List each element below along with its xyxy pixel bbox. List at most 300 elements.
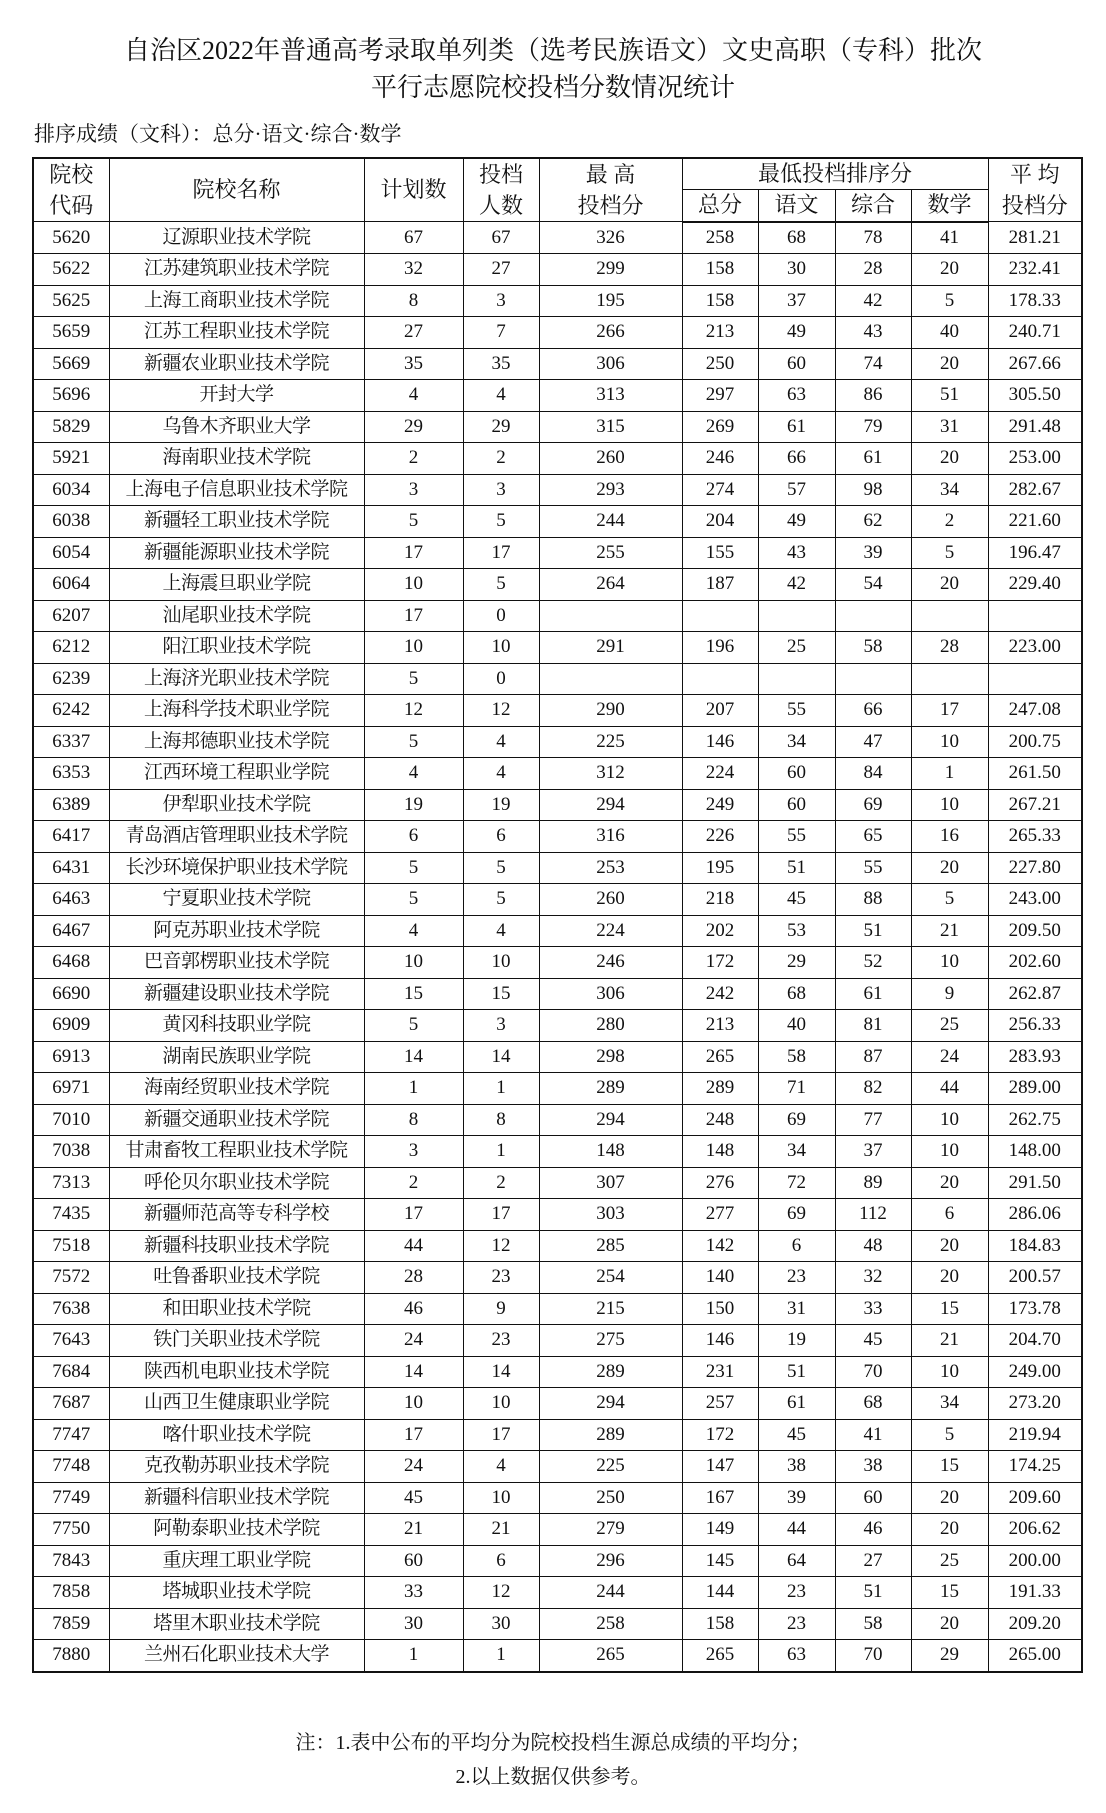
admitted-count-cell: 0 bbox=[463, 600, 539, 632]
max-score-cell: 306 bbox=[539, 978, 682, 1010]
min-comprehensive-cell: 51 bbox=[835, 1577, 911, 1609]
max-score-cell: 260 bbox=[539, 443, 682, 475]
min-total-cell: 140 bbox=[682, 1262, 758, 1294]
min-math-cell: 20 bbox=[911, 443, 988, 475]
min-math-cell: 40 bbox=[911, 317, 988, 349]
min-math-cell: 20 bbox=[911, 569, 988, 601]
table-row bbox=[33, 1451, 1082, 1483]
table-row bbox=[33, 1356, 1082, 1388]
min-comprehensive-cell: 69 bbox=[835, 789, 911, 821]
table-row bbox=[33, 1262, 1082, 1294]
min-math-cell: 31 bbox=[911, 411, 988, 443]
min-chinese-cell bbox=[758, 600, 835, 632]
school-code-cell: 6913 bbox=[33, 1041, 109, 1073]
school-code-cell: 6242 bbox=[33, 695, 109, 727]
min-comprehensive-cell: 45 bbox=[835, 1325, 911, 1357]
min-total-cell: 231 bbox=[682, 1356, 758, 1388]
plan-count-cell: 33 bbox=[364, 1577, 463, 1609]
min-math-cell: 5 bbox=[911, 884, 988, 916]
min-comprehensive-cell: 61 bbox=[835, 443, 911, 475]
plan-count-cell: 35 bbox=[364, 348, 463, 380]
table-row bbox=[33, 569, 1082, 601]
school-code-cell: 6417 bbox=[33, 821, 109, 853]
min-total-cell: 248 bbox=[682, 1104, 758, 1136]
plan-count-cell: 8 bbox=[364, 1104, 463, 1136]
school-name-cell: 克孜勒苏职业技术学院 bbox=[109, 1451, 364, 1483]
min-comprehensive-cell: 27 bbox=[835, 1545, 911, 1577]
plan-count-cell: 4 bbox=[364, 758, 463, 790]
school-code-cell: 7010 bbox=[33, 1104, 109, 1136]
max-score-cell: 266 bbox=[539, 317, 682, 349]
average-score-cell: 265.00 bbox=[988, 1640, 1082, 1672]
table-row bbox=[33, 1388, 1082, 1420]
average-score-cell: 282.67 bbox=[988, 474, 1082, 506]
admitted-count-cell: 5 bbox=[463, 884, 539, 916]
admitted-count-cell: 17 bbox=[463, 537, 539, 569]
school-code-cell: 7843 bbox=[33, 1545, 109, 1577]
plan-count-cell: 27 bbox=[364, 317, 463, 349]
header-math: 数学 bbox=[911, 190, 988, 222]
table-row bbox=[33, 1482, 1082, 1514]
max-score-cell: 326 bbox=[539, 222, 682, 254]
min-comprehensive-cell: 61 bbox=[835, 978, 911, 1010]
min-comprehensive-cell: 79 bbox=[835, 411, 911, 443]
school-name-cell: 新疆科技职业技术学院 bbox=[109, 1230, 364, 1262]
header-max-score: 最 高投档分 bbox=[539, 158, 682, 222]
table-row bbox=[33, 758, 1082, 790]
min-chinese-cell: 61 bbox=[758, 411, 835, 443]
table-row bbox=[33, 443, 1082, 475]
min-comprehensive-cell: 46 bbox=[835, 1514, 911, 1546]
min-total-cell: 224 bbox=[682, 758, 758, 790]
admitted-count-cell: 21 bbox=[463, 1514, 539, 1546]
max-score-cell: 296 bbox=[539, 1545, 682, 1577]
school-name-cell: 上海济光职业技术学院 bbox=[109, 663, 364, 695]
school-code-cell: 7313 bbox=[33, 1167, 109, 1199]
admitted-count-cell: 5 bbox=[463, 852, 539, 884]
school-name-cell: 塔城职业技术学院 bbox=[109, 1577, 364, 1609]
plan-count-cell: 24 bbox=[364, 1451, 463, 1483]
plan-count-cell: 60 bbox=[364, 1545, 463, 1577]
table-row bbox=[33, 222, 1082, 254]
max-score-cell: 258 bbox=[539, 1608, 682, 1640]
max-score-cell: 294 bbox=[539, 1104, 682, 1136]
average-score-cell: 286.06 bbox=[988, 1199, 1082, 1231]
min-total-cell: 213 bbox=[682, 317, 758, 349]
table-row bbox=[33, 317, 1082, 349]
school-name-cell: 黄冈科技职业学院 bbox=[109, 1010, 364, 1042]
min-total-cell: 172 bbox=[682, 947, 758, 979]
max-score-cell: 225 bbox=[539, 726, 682, 758]
min-total-cell: 149 bbox=[682, 1514, 758, 1546]
plan-count-cell: 1 bbox=[364, 1640, 463, 1672]
school-code-cell: 7643 bbox=[33, 1325, 109, 1357]
school-code-cell: 6054 bbox=[33, 537, 109, 569]
plan-count-cell: 17 bbox=[364, 600, 463, 632]
table-row bbox=[33, 474, 1082, 506]
table-row bbox=[33, 1041, 1082, 1073]
average-score-cell: 209.50 bbox=[988, 915, 1082, 947]
school-name-cell: 巴音郭楞职业技术学院 bbox=[109, 947, 364, 979]
header-min-rank-score: 最低投档排序分 bbox=[682, 158, 988, 190]
average-score-cell: 184.83 bbox=[988, 1230, 1082, 1262]
header-chinese: 语文 bbox=[758, 190, 835, 222]
plan-count-cell: 3 bbox=[364, 1136, 463, 1168]
table-row bbox=[33, 1073, 1082, 1105]
plan-count-cell: 24 bbox=[364, 1325, 463, 1357]
table-row bbox=[33, 1293, 1082, 1325]
table-row bbox=[33, 947, 1082, 979]
average-score-cell: 291.50 bbox=[988, 1167, 1082, 1199]
min-comprehensive-cell: 37 bbox=[835, 1136, 911, 1168]
max-score-cell: 306 bbox=[539, 348, 682, 380]
max-score-cell: 275 bbox=[539, 1325, 682, 1357]
min-total-cell: 246 bbox=[682, 443, 758, 475]
min-chinese-cell: 69 bbox=[758, 1199, 835, 1231]
admitted-count-cell: 14 bbox=[463, 1041, 539, 1073]
admitted-count-cell: 1 bbox=[463, 1640, 539, 1672]
average-score-cell: 221.60 bbox=[988, 506, 1082, 538]
school-code-cell: 6690 bbox=[33, 978, 109, 1010]
table-row bbox=[33, 1577, 1082, 1609]
table-row bbox=[33, 600, 1082, 632]
admitted-count-cell: 10 bbox=[463, 1482, 539, 1514]
table-row bbox=[33, 915, 1082, 947]
average-score-cell: 253.00 bbox=[988, 443, 1082, 475]
min-total-cell: 207 bbox=[682, 695, 758, 727]
table-row bbox=[33, 506, 1082, 538]
admitted-count-cell: 5 bbox=[463, 506, 539, 538]
max-score-cell: 280 bbox=[539, 1010, 682, 1042]
min-math-cell: 20 bbox=[911, 1514, 988, 1546]
average-score-cell: 219.94 bbox=[988, 1419, 1082, 1451]
min-chinese-cell: 29 bbox=[758, 947, 835, 979]
average-score-cell: 227.80 bbox=[988, 852, 1082, 884]
min-chinese-cell: 40 bbox=[758, 1010, 835, 1042]
school-code-cell: 5659 bbox=[33, 317, 109, 349]
average-score-cell: 262.75 bbox=[988, 1104, 1082, 1136]
admitted-count-cell: 1 bbox=[463, 1136, 539, 1168]
min-math-cell bbox=[911, 600, 988, 632]
min-math-cell: 20 bbox=[911, 1230, 988, 1262]
plan-count-cell: 10 bbox=[364, 947, 463, 979]
average-score-cell: 232.41 bbox=[988, 254, 1082, 286]
admitted-count-cell: 12 bbox=[463, 695, 539, 727]
school-code-cell: 6468 bbox=[33, 947, 109, 979]
school-name-cell: 新疆科信职业技术学院 bbox=[109, 1482, 364, 1514]
min-total-cell: 265 bbox=[682, 1640, 758, 1672]
header-admitted: 投档人数 bbox=[463, 158, 539, 222]
admitted-count-cell: 8 bbox=[463, 1104, 539, 1136]
min-total-cell: 297 bbox=[682, 380, 758, 412]
min-math-cell: 20 bbox=[911, 852, 988, 884]
table-row bbox=[33, 1230, 1082, 1262]
max-score-cell: 293 bbox=[539, 474, 682, 506]
school-name-cell: 上海科学技术职业学院 bbox=[109, 695, 364, 727]
min-total-cell: 213 bbox=[682, 1010, 758, 1042]
max-score-cell: 246 bbox=[539, 947, 682, 979]
school-name-cell: 新疆师范高等专科学校 bbox=[109, 1199, 364, 1231]
min-comprehensive-cell: 32 bbox=[835, 1262, 911, 1294]
min-comprehensive-cell: 112 bbox=[835, 1199, 911, 1231]
min-chinese-cell: 55 bbox=[758, 821, 835, 853]
max-score-cell bbox=[539, 663, 682, 695]
max-score-cell bbox=[539, 600, 682, 632]
school-name-cell: 江西环境工程职业学院 bbox=[109, 758, 364, 790]
table-body bbox=[33, 222, 1082, 1672]
min-comprehensive-cell: 84 bbox=[835, 758, 911, 790]
table-row bbox=[33, 1104, 1082, 1136]
plan-count-cell: 10 bbox=[364, 632, 463, 664]
min-chinese-cell: 72 bbox=[758, 1167, 835, 1199]
min-comprehensive-cell: 51 bbox=[835, 915, 911, 947]
school-code-cell: 6389 bbox=[33, 789, 109, 821]
plan-count-cell: 1 bbox=[364, 1073, 463, 1105]
max-score-cell: 285 bbox=[539, 1230, 682, 1262]
min-total-cell: 269 bbox=[682, 411, 758, 443]
min-chinese-cell: 49 bbox=[758, 317, 835, 349]
min-chinese-cell: 53 bbox=[758, 915, 835, 947]
school-code-cell: 7880 bbox=[33, 1640, 109, 1672]
min-chinese-cell: 49 bbox=[758, 506, 835, 538]
min-math-cell: 5 bbox=[911, 537, 988, 569]
admitted-count-cell: 2 bbox=[463, 443, 539, 475]
school-name-cell: 上海邦德职业技术学院 bbox=[109, 726, 364, 758]
document-subtitle: 平行志愿院校投档分数情况统计 bbox=[370, 73, 735, 102]
min-math-cell: 34 bbox=[911, 474, 988, 506]
min-comprehensive-cell: 48 bbox=[835, 1230, 911, 1262]
max-score-cell: 290 bbox=[539, 695, 682, 727]
min-chinese-cell: 68 bbox=[758, 978, 835, 1010]
plan-count-cell: 15 bbox=[364, 978, 463, 1010]
table-row bbox=[33, 1199, 1082, 1231]
min-comprehensive-cell: 62 bbox=[835, 506, 911, 538]
plan-count-cell: 44 bbox=[364, 1230, 463, 1262]
average-score-cell: 262.87 bbox=[988, 978, 1082, 1010]
min-comprehensive-cell: 47 bbox=[835, 726, 911, 758]
school-code-cell: 7748 bbox=[33, 1451, 109, 1483]
header-comprehensive: 综合 bbox=[835, 190, 911, 222]
table-row bbox=[33, 852, 1082, 884]
admitted-count-cell: 1 bbox=[463, 1073, 539, 1105]
min-chinese-cell: 34 bbox=[758, 1136, 835, 1168]
table-row bbox=[33, 821, 1082, 853]
min-math-cell: 9 bbox=[911, 978, 988, 1010]
min-total-cell: 145 bbox=[682, 1545, 758, 1577]
min-math-cell: 41 bbox=[911, 222, 988, 254]
min-chinese-cell: 31 bbox=[758, 1293, 835, 1325]
min-math-cell: 20 bbox=[911, 1608, 988, 1640]
admitted-count-cell: 10 bbox=[463, 632, 539, 664]
school-code-cell: 7749 bbox=[33, 1482, 109, 1514]
min-comprehensive-cell: 70 bbox=[835, 1640, 911, 1672]
min-total-cell: 277 bbox=[682, 1199, 758, 1231]
school-code-cell: 7518 bbox=[33, 1230, 109, 1262]
min-chinese-cell: 63 bbox=[758, 380, 835, 412]
min-total-cell: 146 bbox=[682, 726, 758, 758]
min-math-cell: 5 bbox=[911, 1419, 988, 1451]
min-math-cell: 17 bbox=[911, 695, 988, 727]
plan-count-cell: 2 bbox=[364, 1167, 463, 1199]
plan-count-cell: 10 bbox=[364, 1388, 463, 1420]
min-comprehensive-cell: 65 bbox=[835, 821, 911, 853]
average-score-cell: 305.50 bbox=[988, 380, 1082, 412]
min-chinese-cell: 60 bbox=[758, 758, 835, 790]
table-row bbox=[33, 1514, 1082, 1546]
average-score-cell: 148.00 bbox=[988, 1136, 1082, 1168]
min-chinese-cell: 45 bbox=[758, 884, 835, 916]
min-comprehensive-cell: 58 bbox=[835, 632, 911, 664]
average-score-cell bbox=[988, 600, 1082, 632]
min-chinese-cell: 25 bbox=[758, 632, 835, 664]
min-chinese-cell: 55 bbox=[758, 695, 835, 727]
admitted-count-cell: 6 bbox=[463, 821, 539, 853]
min-total-cell: 202 bbox=[682, 915, 758, 947]
min-math-cell: 20 bbox=[911, 254, 988, 286]
table-row bbox=[33, 348, 1082, 380]
min-comprehensive-cell: 54 bbox=[835, 569, 911, 601]
school-code-cell: 7858 bbox=[33, 1577, 109, 1609]
min-math-cell: 10 bbox=[911, 1356, 988, 1388]
admitted-count-cell: 0 bbox=[463, 663, 539, 695]
min-math-cell: 10 bbox=[911, 726, 988, 758]
min-math-cell: 10 bbox=[911, 789, 988, 821]
min-chinese-cell: 60 bbox=[758, 348, 835, 380]
min-comprehensive-cell: 68 bbox=[835, 1388, 911, 1420]
admitted-count-cell: 29 bbox=[463, 411, 539, 443]
average-score-cell: 223.00 bbox=[988, 632, 1082, 664]
min-comprehensive-cell: 66 bbox=[835, 695, 911, 727]
school-name-cell: 上海电子信息职业技术学院 bbox=[109, 474, 364, 506]
table-row bbox=[33, 632, 1082, 664]
school-code-cell: 6038 bbox=[33, 506, 109, 538]
average-score-cell: 243.00 bbox=[988, 884, 1082, 916]
min-math-cell: 1 bbox=[911, 758, 988, 790]
school-name-cell: 吐鲁番职业技术学院 bbox=[109, 1262, 364, 1294]
min-chinese-cell: 19 bbox=[758, 1325, 835, 1357]
admitted-count-cell: 10 bbox=[463, 947, 539, 979]
min-comprehensive-cell bbox=[835, 663, 911, 695]
admitted-count-cell: 6 bbox=[463, 1545, 539, 1577]
average-score-cell: 261.50 bbox=[988, 758, 1082, 790]
min-chinese-cell: 45 bbox=[758, 1419, 835, 1451]
admitted-count-cell: 4 bbox=[463, 1451, 539, 1483]
min-total-cell: 196 bbox=[682, 632, 758, 664]
max-score-cell: 244 bbox=[539, 1577, 682, 1609]
max-score-cell: 294 bbox=[539, 789, 682, 821]
school-name-cell: 重庆理工职业学院 bbox=[109, 1545, 364, 1577]
admitted-count-cell: 3 bbox=[463, 285, 539, 317]
school-code-cell: 6212 bbox=[33, 632, 109, 664]
school-name-cell: 喀什职业技术学院 bbox=[109, 1419, 364, 1451]
school-name-cell: 新疆轻工职业技术学院 bbox=[109, 506, 364, 538]
school-code-cell: 6337 bbox=[33, 726, 109, 758]
admitted-count-cell: 19 bbox=[463, 789, 539, 821]
min-total-cell: 204 bbox=[682, 506, 758, 538]
school-code-cell: 7687 bbox=[33, 1388, 109, 1420]
max-score-cell: 289 bbox=[539, 1419, 682, 1451]
table-row bbox=[33, 1167, 1082, 1199]
min-comprehensive-cell: 78 bbox=[835, 222, 911, 254]
max-score-cell: 299 bbox=[539, 254, 682, 286]
plan-count-cell: 19 bbox=[364, 789, 463, 821]
max-score-cell: 224 bbox=[539, 915, 682, 947]
admitted-count-cell: 23 bbox=[463, 1262, 539, 1294]
school-code-cell: 6034 bbox=[33, 474, 109, 506]
average-score-cell: 209.20 bbox=[988, 1608, 1082, 1640]
average-score-cell: 247.08 bbox=[988, 695, 1082, 727]
average-score-cell: 200.00 bbox=[988, 1545, 1082, 1577]
max-score-cell: 279 bbox=[539, 1514, 682, 1546]
min-comprehensive-cell: 42 bbox=[835, 285, 911, 317]
min-total-cell: 158 bbox=[682, 1608, 758, 1640]
school-name-cell: 开封大学 bbox=[109, 380, 364, 412]
min-math-cell: 29 bbox=[911, 1640, 988, 1672]
min-math-cell: 20 bbox=[911, 1167, 988, 1199]
min-chinese-cell: 64 bbox=[758, 1545, 835, 1577]
table-row bbox=[33, 1608, 1082, 1640]
plan-count-cell: 5 bbox=[364, 506, 463, 538]
max-score-cell: 260 bbox=[539, 884, 682, 916]
average-score-cell: 196.47 bbox=[988, 537, 1082, 569]
min-math-cell: 20 bbox=[911, 348, 988, 380]
min-total-cell: 148 bbox=[682, 1136, 758, 1168]
admitted-count-cell: 3 bbox=[463, 474, 539, 506]
plan-count-cell: 32 bbox=[364, 254, 463, 286]
max-score-cell: 289 bbox=[539, 1073, 682, 1105]
admitted-count-cell: 17 bbox=[463, 1419, 539, 1451]
min-chinese-cell: 63 bbox=[758, 1640, 835, 1672]
min-math-cell: 20 bbox=[911, 1262, 988, 1294]
min-total-cell: 276 bbox=[682, 1167, 758, 1199]
min-chinese-cell: 39 bbox=[758, 1482, 835, 1514]
average-score-cell: 267.66 bbox=[988, 348, 1082, 380]
min-comprehensive-cell: 82 bbox=[835, 1073, 911, 1105]
min-total-cell bbox=[682, 663, 758, 695]
min-chinese-cell bbox=[758, 663, 835, 695]
min-total-cell: 257 bbox=[682, 1388, 758, 1420]
plan-count-cell: 5 bbox=[364, 852, 463, 884]
min-math-cell: 51 bbox=[911, 380, 988, 412]
min-math-cell bbox=[911, 663, 988, 695]
admitted-count-cell: 9 bbox=[463, 1293, 539, 1325]
max-score-cell: 307 bbox=[539, 1167, 682, 1199]
min-total-cell: 142 bbox=[682, 1230, 758, 1262]
plan-count-cell: 5 bbox=[364, 726, 463, 758]
school-code-cell: 6207 bbox=[33, 600, 109, 632]
plan-count-cell: 17 bbox=[364, 537, 463, 569]
school-code-cell: 7572 bbox=[33, 1262, 109, 1294]
average-score-cell: 204.70 bbox=[988, 1325, 1082, 1357]
min-comprehensive-cell bbox=[835, 600, 911, 632]
min-math-cell: 5 bbox=[911, 285, 988, 317]
min-total-cell: 158 bbox=[682, 254, 758, 286]
average-score-cell: 281.21 bbox=[988, 222, 1082, 254]
average-score-cell: 283.93 bbox=[988, 1041, 1082, 1073]
min-chinese-cell: 23 bbox=[758, 1577, 835, 1609]
min-comprehensive-cell: 60 bbox=[835, 1482, 911, 1514]
school-name-cell: 呼伦贝尔职业技术学院 bbox=[109, 1167, 364, 1199]
table-row bbox=[33, 1419, 1082, 1451]
admitted-count-cell: 35 bbox=[463, 348, 539, 380]
header-plan: 计划数 bbox=[364, 158, 463, 222]
min-chinese-cell: 30 bbox=[758, 254, 835, 286]
min-total-cell: 250 bbox=[682, 348, 758, 380]
table-row bbox=[33, 663, 1082, 695]
table-row bbox=[33, 789, 1082, 821]
max-score-cell: 254 bbox=[539, 1262, 682, 1294]
plan-count-cell: 29 bbox=[364, 411, 463, 443]
